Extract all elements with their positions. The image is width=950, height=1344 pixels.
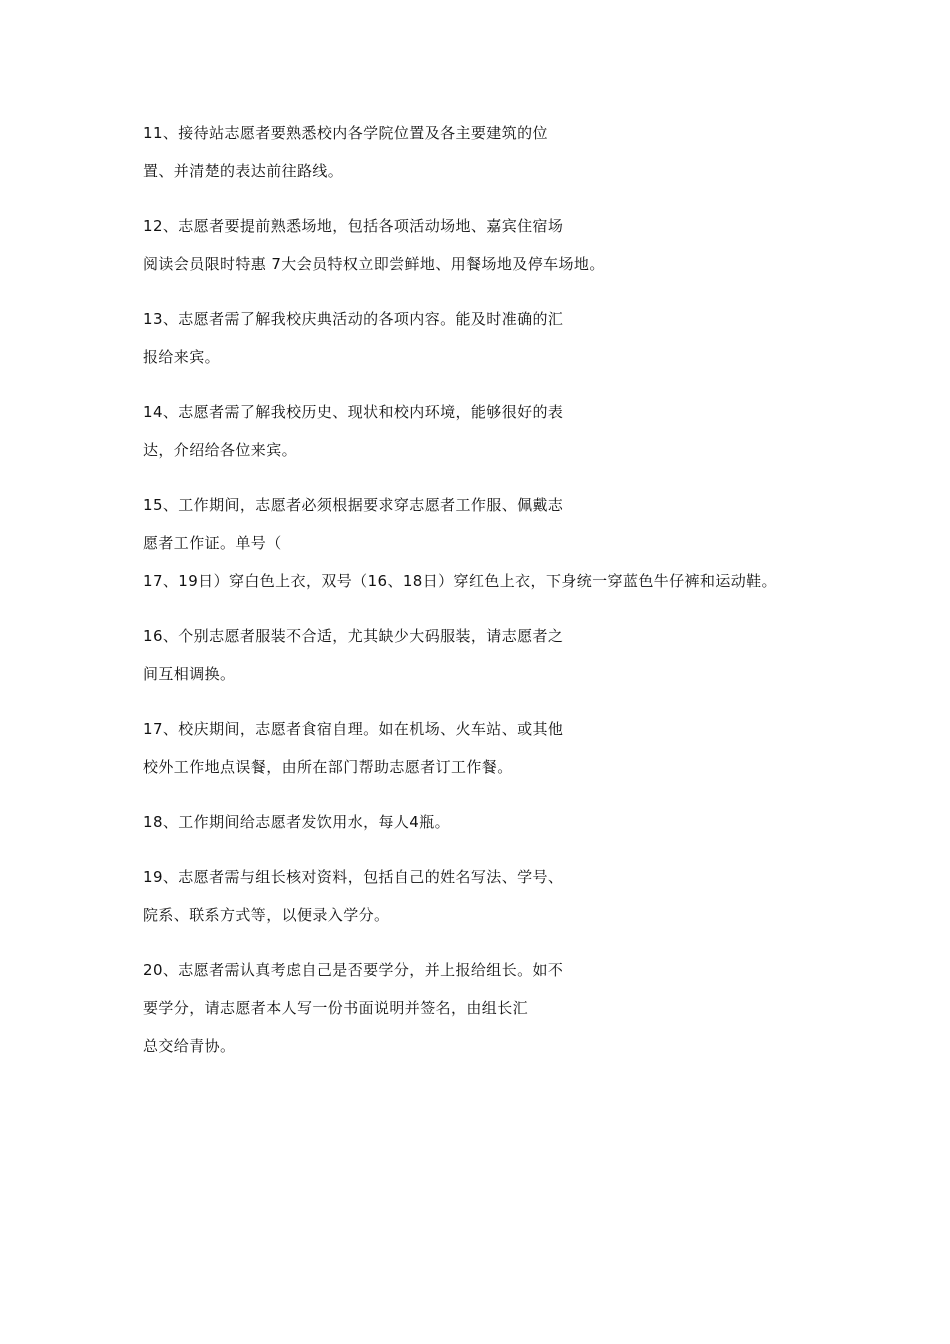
- text-line: 12、志愿者要提前熟悉场地，包括各项活动场地、嘉宾住宿场: [143, 217, 564, 235]
- text-line: 阅读会员限时特惠 7大会员特权立即尝鲜地、用餐场地及停车场地。: [143, 255, 605, 273]
- text-line: 17、19日）穿白色上衣，双号（16、18日）穿红色上衣，下身统一穿蓝色牛仔裤和运动鞋。: [143, 572, 777, 590]
- text-line: 18、工作期间给志愿者发饮用水，每人4瓶。: [143, 813, 451, 831]
- text-line: 16、个别志愿者服装不合适，尤其缺少大码服装，请志愿者之: [143, 627, 564, 645]
- list-item: [143, 813, 933, 832]
- text-line: 达，介绍给各位来宾。: [143, 441, 298, 459]
- list-item: [143, 720, 933, 777]
- text-line: 17、校庆期间，志愿者食宿自理。如在机场、火车站、或其他: [143, 720, 564, 738]
- list-item: [143, 496, 933, 591]
- text-line: 13、志愿者需了解我校庆典活动的各项内容。能及时准确的汇: [143, 310, 564, 328]
- text-line: 15、工作期间，志愿者必须根据要求穿志愿者工作服、佩戴志: [143, 496, 564, 514]
- list-item: [143, 961, 933, 1056]
- list-item: [143, 403, 933, 460]
- text-line: 报给来宾。: [143, 348, 221, 366]
- text-line: 19、志愿者需与组长核对资料，包括自己的姓名写法、学号、: [143, 868, 564, 886]
- list-item: [143, 868, 933, 925]
- text-line: 校外工作地点误餐，由所在部门帮助志愿者订工作餐。: [143, 758, 513, 776]
- text-line: 总交给青协。: [143, 1037, 236, 1055]
- text-line: 14、志愿者需了解我校历史、现状和校内环境，能够很好的表: [143, 403, 564, 421]
- document-body: [143, 124, 933, 1092]
- text-line: 间互相调换。: [143, 665, 236, 683]
- text-line: 要学分，请志愿者本人写一份书面说明并签名，由组长汇: [143, 999, 529, 1017]
- text-line: 愿者工作证。单号（: [143, 534, 282, 552]
- text-line: 院系、联系方式等，以便录入学分。: [143, 906, 390, 924]
- list-item: [143, 124, 933, 181]
- text-line: 20、志愿者需认真考虑自己是否要学分，并上报给组长。如不: [143, 961, 564, 979]
- list-item: [143, 217, 933, 274]
- list-item: [143, 310, 933, 367]
- text-line: 11、接待站志愿者要熟悉校内各学院位置及各主要建筑的位: [143, 124, 548, 142]
- text-line: 置、并清楚的表达前往路线。: [143, 162, 344, 180]
- list-item: [143, 627, 933, 684]
